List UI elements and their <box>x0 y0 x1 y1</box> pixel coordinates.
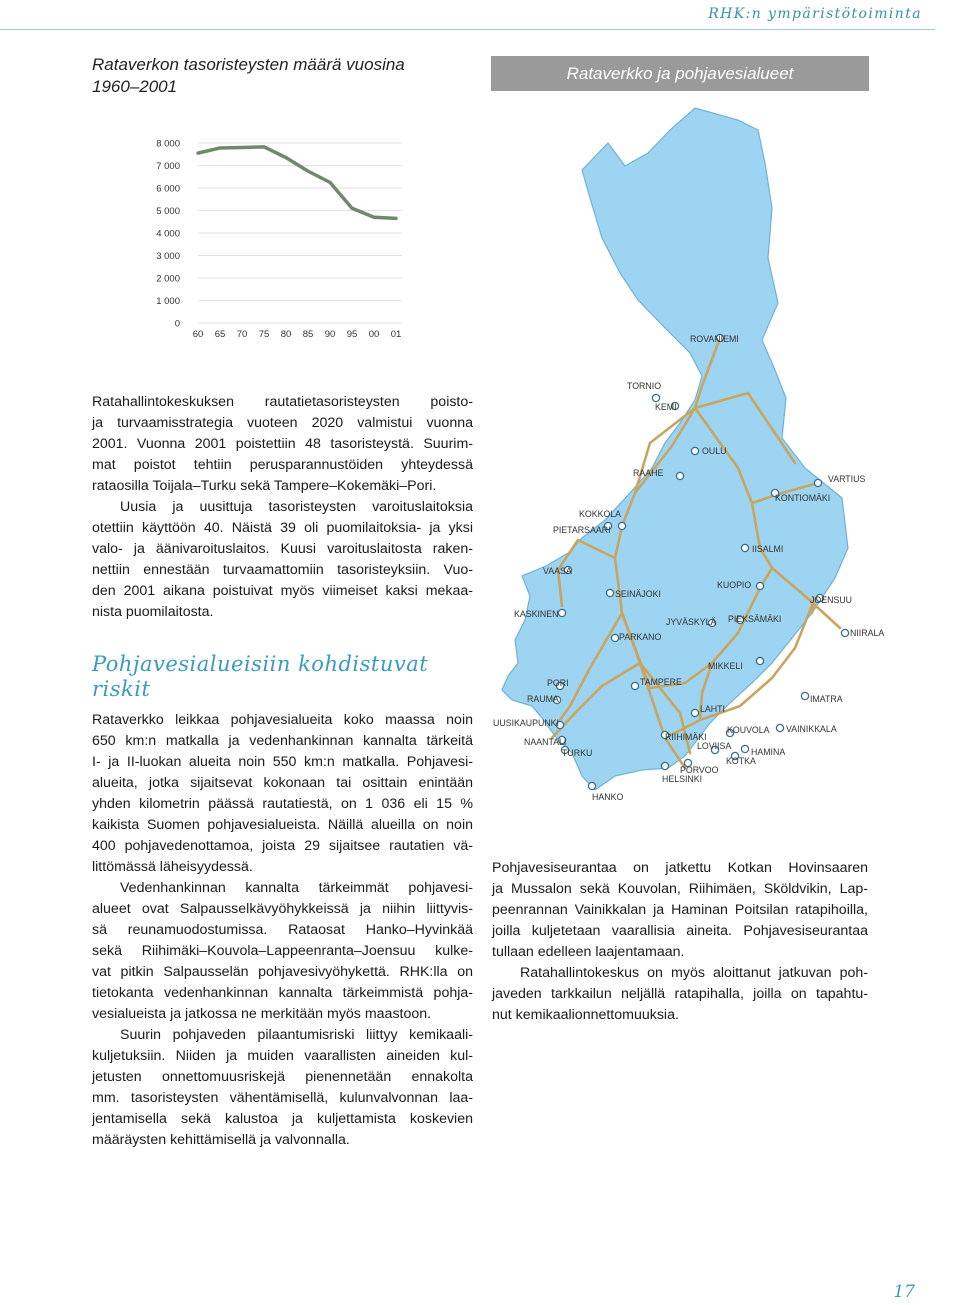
y-tick-label: 3 000 <box>156 251 180 262</box>
station-marker-kuopio <box>756 582 763 589</box>
chart-title-line2: 1960–2001 <box>92 77 178 96</box>
station-label-pieksamaki: PIEKSÄMÄKI <box>728 614 782 624</box>
text-line: ja Mussalon sekä Kouvolan, Riihimäen, Sköldvikin, Lap- <box>492 881 868 897</box>
text-line: Suurin pohjaveden pilaantumisriski liittyy kemikaali- <box>120 1027 473 1043</box>
station-label-joensuu: JOENSUU <box>810 595 853 605</box>
y-tick-label: 4 000 <box>156 228 180 240</box>
text-line: nettiin ennestään turvaamattomiin tasoristeyksiin. Vuo- <box>92 562 473 578</box>
station-label-kontiomaki: KONTIOMÄKI <box>775 493 831 503</box>
text-line: kuljetuksiin. Niiden ja muiden vaarallisten aineiden kul- <box>92 1048 473 1064</box>
y-tick-label: 1 000 <box>156 296 180 307</box>
text-line: sä reunamuodostumissa. Rataosat Hanko–Hyvinkää <box>92 922 473 938</box>
station-label-jyvaskyla: JYVÄSKYLÄ <box>666 617 717 627</box>
station-marker-hamina <box>741 745 748 752</box>
station-label-imatra: IMATRA <box>810 694 843 704</box>
chart-title <box>92 54 492 98</box>
station-marker-kokkola <box>618 522 625 529</box>
x-tick-label: 01 <box>390 329 402 340</box>
text-line: alueita, jotka sijaitsevat kokonaan tai osittain enintään <box>92 775 473 791</box>
station-marker-parkano <box>611 634 618 641</box>
station-label-naantali: NAANTALI <box>524 737 567 747</box>
station-label-raahe: RAAHE <box>633 468 664 478</box>
text-line: Pohjavesiseurantaa on jatkettu Kotkan Hovinsaaren <box>492 860 868 876</box>
text-line: alueet ovat Salpausselkävyöhykkeissä ja niihin liittyvis- <box>92 901 473 917</box>
section-heading <box>92 652 472 702</box>
station-label-rauma: RAUMA <box>527 694 559 704</box>
running-header: RHK:n ympäristötoiminta <box>708 6 922 22</box>
text-line: jetusten onnettomuusriskejä pienennetään ennakolta <box>92 1069 473 1085</box>
station-label-seinajoki: SEINÄJOKI <box>615 589 661 599</box>
station-marker-vainikkala <box>776 724 783 731</box>
text-line: tietokanta vedenhankinnan kannalta tärkeimmistä pohja- <box>92 985 473 1001</box>
x-tick-label: 60 <box>192 329 204 340</box>
chart-x-tick-labels <box>193 329 402 340</box>
text-line: 2001. Vuonna 2001 poistettiin 48 tasoristeystä. Suurim- <box>92 436 473 452</box>
text-line: Ratahallintokeskuksen rautatietasoristeysten poisto- <box>92 394 473 410</box>
y-tick-label: 5 000 <box>156 206 180 217</box>
chart-gridlines <box>198 143 402 323</box>
station-marker-mikkeli <box>756 657 763 664</box>
station-marker-lahti <box>691 709 698 716</box>
station-marker-kaskinen <box>558 609 565 616</box>
station-label-oulu: OULU <box>702 446 727 456</box>
station-marker-tampere <box>631 682 638 689</box>
y-tick-label: 8 000 <box>156 138 180 150</box>
y-tick-label: 6 000 <box>156 183 180 195</box>
station-label-turku: TURKU <box>562 748 593 758</box>
station-label-uusikaupunki: UUSIKAUPUNKI <box>493 718 559 728</box>
y-tick-label: 2 000 <box>156 273 180 285</box>
text-line: mat poistot tehtiin perusparannustöiden yhteydessä <box>92 457 473 473</box>
station-marker-helsinki <box>661 762 668 769</box>
x-tick-label: 80 <box>280 329 292 340</box>
x-tick-label: 90 <box>324 329 336 340</box>
text-line: Rataverkko leikkaa pohjavesialueita koko maassa noin <box>92 712 473 728</box>
x-tick-label: 75 <box>258 329 270 340</box>
chart-y-tick-labels <box>156 139 180 330</box>
text-line: valo- ja äänivaroituslaitos. Kuusi varoituslaitosta raken- <box>92 541 473 557</box>
finland-rail-groundwater-map <box>490 108 885 808</box>
station-label-kuopio: KUOPIO <box>717 580 752 590</box>
station-marker-seinajoki <box>606 589 613 596</box>
text-line: yhden kilometrin päässä rautatiestä, on 1 036 eli 15 % <box>92 796 473 812</box>
text-line: tullaan edelleen laajentamaan. <box>492 944 685 960</box>
station-marker-tornio <box>652 394 659 401</box>
station-label-niirala: NIIRALA <box>850 628 885 638</box>
text-line: I- ja II-luokan alueita noin 550 km:n matkalla. Pohjavesi- <box>92 754 473 770</box>
header-rule <box>0 29 935 30</box>
station-marker-vartius <box>814 479 821 486</box>
text-line: Uusia ja uusittuja tasoristeysten varoituslaitoksia <box>120 499 473 515</box>
station-label-kotka: KOTKA <box>726 756 756 766</box>
text-line: nista puomilaitosta. <box>92 604 214 620</box>
monitoring-paragraphs <box>492 858 868 1026</box>
text-line: Vedenhankinnan kannalta tärkeimmät pohjavesi- <box>120 880 473 896</box>
level-crossings-chart <box>140 128 410 343</box>
text-line: littömässä läheisyydessä. <box>92 859 253 875</box>
station-label-kaskinen: KASKINEN <box>514 609 559 619</box>
section-heading-line2: riskit <box>92 677 151 701</box>
text-line: rataosilla Toijala–Turku sekä Tampere–Kokemäki–Pori. <box>92 478 437 494</box>
station-marker-oulu <box>691 447 698 454</box>
station-label-mikkeli: MIKKELI <box>708 661 743 671</box>
station-label-porvoo: PORVOO <box>680 765 719 775</box>
y-tick-label: 7 000 <box>156 161 180 172</box>
map-title-banner: Rataverkko ja pohjavesialueet <box>491 56 869 91</box>
station-label-loviisa: LOVIISA <box>697 741 732 751</box>
text-line: javeden tarkkailun neljällä ratapihalla, joilla on tapahtu- <box>492 986 868 1002</box>
station-marker-hanko <box>588 782 595 789</box>
station-label-vaasa: VAASA <box>543 566 572 576</box>
text-line: joilla kuljetetaan vaarallisia aineita. Pohjavesiseurantaa <box>492 923 868 939</box>
text-line: vat pitkin Salpausselän pohjavesivyöhykettä. RHK:lla on <box>92 964 473 980</box>
text-line: vesialueista ja jatkossa ne merkitään myös maastoon. <box>92 1006 432 1022</box>
text-line: 400 pohjavedenottamoa, joista 29 sijaitsee rautatien vä- <box>92 838 473 854</box>
text-line: sekä Riihimäki–Kouvola–Lappeenranta–Joensuu kulke- <box>92 943 473 959</box>
station-label-lahti: LAHTI <box>700 704 725 714</box>
station-label-kemi: KEMI <box>655 402 677 412</box>
intro-paragraph <box>92 392 473 623</box>
station-label-riihimaki: RIIHIMÄKI <box>665 732 707 742</box>
station-marker-niirala <box>841 629 848 636</box>
risk-paragraphs <box>92 710 473 1151</box>
text-line: den 2001 aikana poistuivat myös viimeiset kaksi mekaa- <box>92 583 473 599</box>
station-label-pori: PORI <box>547 678 569 688</box>
station-label-vainikkala: VAINIKKALA <box>786 724 837 734</box>
station-label-helsinki: HELSINKI <box>662 774 703 784</box>
station-label-parkano: PARKANO <box>619 632 662 642</box>
x-tick-label: 85 <box>302 329 314 340</box>
page-number: 17 <box>893 1282 915 1302</box>
station-label-tampere: TAMPERE <box>640 677 682 687</box>
text-line: otettiin käyttöön 40. Näistä 39 oli puomilaitoksia- ja yksi <box>92 520 473 536</box>
x-tick-label: 00 <box>368 329 380 340</box>
station-label-iisalmi: IISALMI <box>752 544 784 554</box>
x-tick-label: 95 <box>346 329 358 340</box>
station-label-hamina: HAMINA <box>751 747 786 757</box>
text-line: peenrannan Vainikkalan ja Haminan Poitsilan ratapihoilla, <box>492 902 868 918</box>
chart-title-line1: Rataverkon tasoristeysten määrä vuosina <box>92 55 405 74</box>
station-marker-raahe <box>676 472 683 479</box>
station-label-tornio: TORNIO <box>627 381 662 391</box>
section-heading-line1: Pohjavesialueisiin kohdistuvat <box>92 652 429 676</box>
text-line: 650 km:n matkalla ja vedenhankinnan kannalta tärkeitä <box>92 733 473 749</box>
text-line: jentamisella sekä kalustoa ja kuljettamista koskevien <box>92 1111 473 1127</box>
text-line: kaikista Suomen pohjavesialueista. Näillä alueilla on noin <box>92 817 473 833</box>
text-line: nut kemikaalionnettomuuksia. <box>492 1007 679 1023</box>
station-label-kouvola: KOUVOLA <box>727 725 770 735</box>
station-marker-iisalmi <box>741 544 748 551</box>
station-label-hanko: HANKO <box>592 792 624 802</box>
station-label-pietarsaari: PIETARSAARI <box>553 525 611 535</box>
text-line: määräysten kehittämisellä ja valvonnalla. <box>92 1132 350 1148</box>
station-marker-imatra <box>801 692 808 699</box>
station-label-kokkola: KOKKOLA <box>579 509 622 519</box>
text-line: ja turvaamisstrategia vuoteen 2020 valmistui vuonna <box>92 415 473 431</box>
station-label-vartius: VARTIUS <box>828 474 866 484</box>
text-line: Ratahallintokeskus on myös aloittanut jatkuvan poh- <box>520 965 868 981</box>
y-tick-label: 0 <box>174 318 180 330</box>
text-line: mm. tasoristeysten vähentämisellä, kulunvalvonnan laa- <box>92 1090 473 1106</box>
chart-series-line <box>198 147 396 219</box>
x-tick-label: 65 <box>214 329 226 340</box>
x-tick-label: 70 <box>236 329 248 340</box>
station-label-rovaniemi: ROVANIEMI <box>690 334 739 344</box>
